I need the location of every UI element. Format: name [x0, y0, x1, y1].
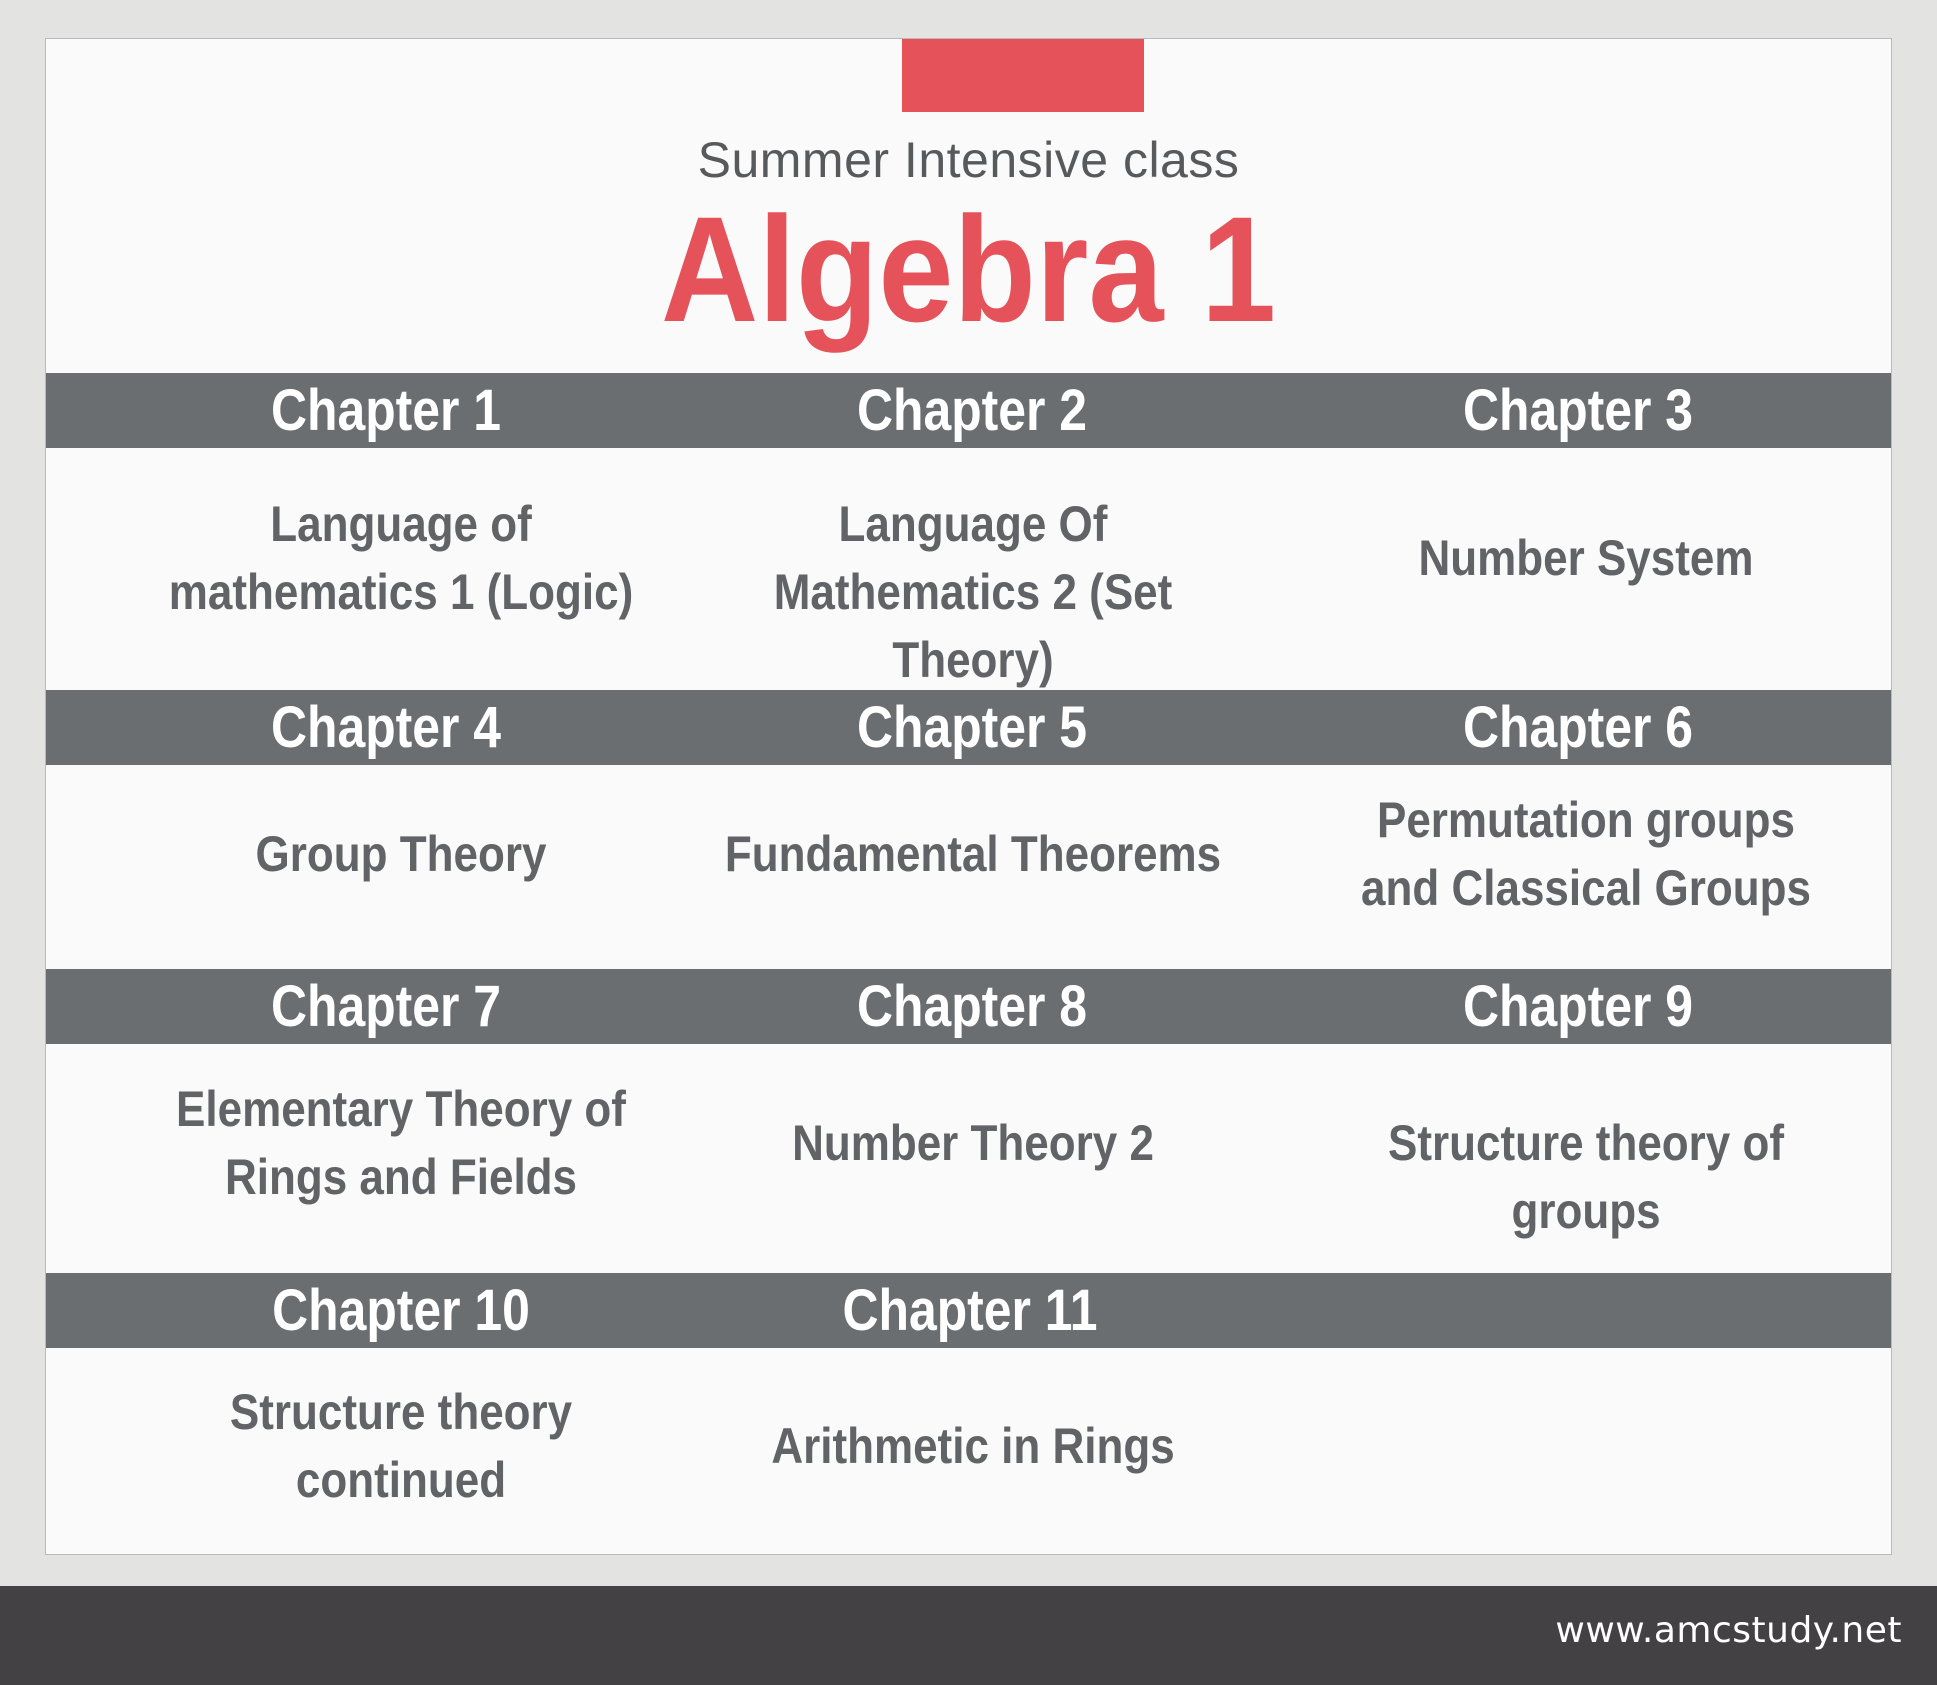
chapter-3-heading: Chapter 3	[1462, 378, 1694, 443]
chapter-3-topic-line-1: Number System	[1418, 530, 1754, 586]
chapter-7-heading: Chapter 7	[270, 974, 502, 1039]
page-subtitle: Summer Intensive class	[697, 132, 1240, 188]
chapter-4-topic-line-1: Group Theory	[255, 826, 547, 882]
chapter-3-topic	[1313, 524, 1859, 592]
chapter-9-topic	[1313, 1109, 1859, 1245]
chapter-5-topic	[700, 820, 1246, 888]
chapter-9-heading: Chapter 9	[1462, 974, 1694, 1039]
chapter-6-topic-line-2: and Classical Groups	[1361, 860, 1811, 916]
chapter-11-topic-line-1: Arithmetic in Rings	[771, 1418, 1175, 1474]
chapter-1-heading: Chapter 1	[270, 378, 502, 443]
chapter-8-heading: Chapter 8	[856, 974, 1088, 1039]
chapter-2-topic-line-1: Language Of	[838, 496, 1108, 552]
chapter-7-topic	[128, 1075, 674, 1211]
chapter-10-topic-line-2: continued	[295, 1452, 507, 1508]
chapter-10-heading: Chapter 10	[272, 1278, 530, 1343]
chapter-2-heading: Chapter 2	[856, 378, 1088, 443]
chapter-4-topic	[128, 820, 674, 888]
chapter-1-topic	[128, 490, 674, 626]
chapter-1-topic-line-2: mathematics 1 (Logic)	[168, 564, 634, 620]
chapter-5-topic-line-1: Fundamental Theorems	[724, 826, 1222, 882]
chapter-10-topic-line-1: Structure theory	[229, 1384, 573, 1440]
chapter-6-topic-line-1: Permutation groups	[1376, 792, 1796, 848]
chapter-8-topic-line-1: Number Theory 2	[792, 1115, 1154, 1171]
footer-bar	[0, 1586, 1937, 1685]
chapter-7-topic-line-1: Elementary Theory of	[176, 1081, 626, 1137]
chapter-bar-row-4	[46, 1273, 1891, 1348]
chapter-11-topic	[700, 1412, 1246, 1480]
chapter-4-heading: Chapter 4	[270, 695, 502, 760]
chapter-bar-row-2	[46, 690, 1891, 765]
chapter-10-topic	[128, 1378, 674, 1514]
chapter-6-heading: Chapter 6	[1462, 695, 1694, 760]
chapter-6-topic	[1313, 786, 1859, 922]
chapter-5-heading: Chapter 5	[856, 695, 1088, 760]
footer-website-link[interactable]: www.amcstudy.net	[1555, 1610, 1902, 1651]
chapter-1-topic-line-1: Language of	[270, 496, 532, 552]
chapter-7-topic-line-2: Rings and Fields	[224, 1149, 578, 1205]
chapter-11-heading: Chapter 11	[842, 1278, 1098, 1343]
page-title: Algebra 1	[660, 185, 1277, 353]
chapter-9-topic-line-1: Structure theory of groups	[1387, 1115, 1785, 1239]
accent-tab	[902, 39, 1144, 112]
chapter-2-topic-line-2: Mathematics 2 (Set Theory)	[773, 564, 1173, 688]
chapter-bar-row-1	[46, 373, 1891, 448]
chapter-bar-row-3	[46, 969, 1891, 1044]
chapter-2-topic	[700, 490, 1246, 694]
chapter-8-topic	[700, 1109, 1246, 1177]
